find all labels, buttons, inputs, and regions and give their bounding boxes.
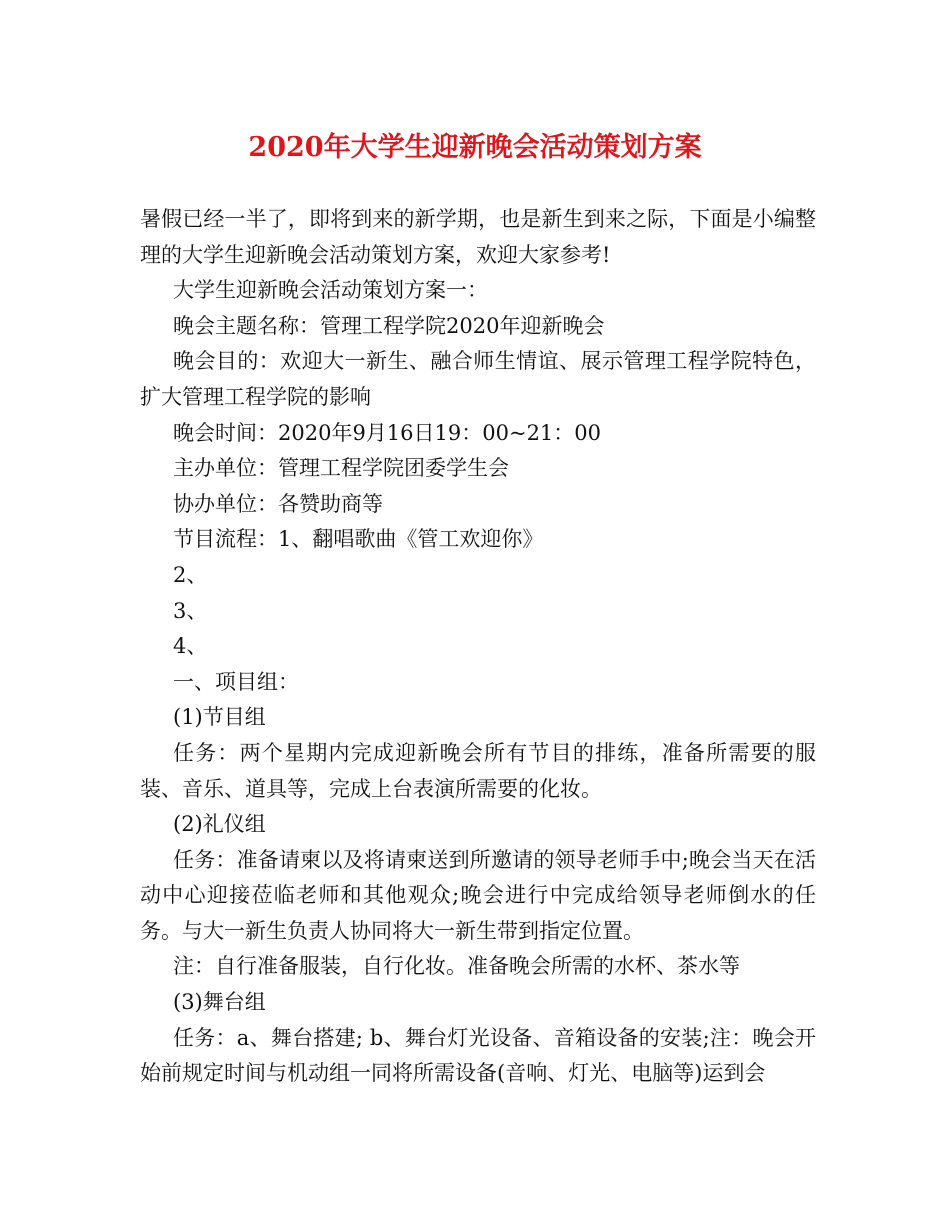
paragraph-stage-group-task: 任务：a、舞台搭建; b、舞台灯光设备、音箱设备的安装;注：晚会开始前规定时间与机动组一同将所需设备(音响、灯光、电脑等)运到会 [140,1025,816,1086]
subheading-program-group: (1)节目组 [173,705,266,730]
paragraph-purpose: 晚会目的：欢迎大一新生、融合师生情谊、展示管理工程学院特色，扩大管理工程学院的影响 [140,349,816,409]
paragraph-plan-heading: 大学生迎新晚会活动策划方案一： [173,278,488,303]
document-title: 2020年大学生迎新晚会活动策划方案 [248,132,702,163]
paragraph-program-flow: 节目流程：1、翻唱歌曲《管工欢迎你》 [173,527,544,552]
subheading-stage-group: (3)舞台组 [173,990,266,1015]
subheading-etiquette-group: (2)礼仪组 [173,812,266,837]
paragraph-theme: 晚会主题名称：管理工程学院2020年迎新晚会 [173,313,605,338]
paragraph-intro: 暑假已经一半了，即将到来的新学期，也是新生到来之际，下面是小编整理的大学生迎新晚会活动策划方案，欢迎大家参考! [140,207,816,267]
paragraph-co-host: 协办单位：各赞助商等 [173,491,383,516]
paragraph-program-item-3: 3、 [173,598,208,623]
paragraph-program-item-2: 2、 [173,562,208,587]
paragraph-etiquette-group-note: 注：自行准备服装，自行化妆。准备晚会所需的水杯、茶水等 [173,954,740,979]
document-body [140,202,816,1092]
paragraph-host: 主办单位：管理工程学院团委学生会 [173,456,509,481]
paragraph-time: 晚会时间：2020年9月16日19：00~21：00 [173,420,602,445]
paragraph-program-group-task: 任务：两个星期内完成迎新晚会所有节目的排练，准备所需要的服装、音乐、道具等，完成上台表演所需要的化妆。 [140,740,816,801]
paragraph-etiquette-group-task: 任务：准备请柬以及将请柬送到所邀请的领导老师手中;晚会当天在活动中心迎接莅临老师和其他观众;晚会进行中完成给领导老师倒水的任务。与大一新生负责人协同将大一新生带到指定位置。 [140,847,816,943]
paragraph-program-item-4: 4、 [173,634,208,659]
section-heading-project-groups: 一、项目组： [173,669,299,694]
